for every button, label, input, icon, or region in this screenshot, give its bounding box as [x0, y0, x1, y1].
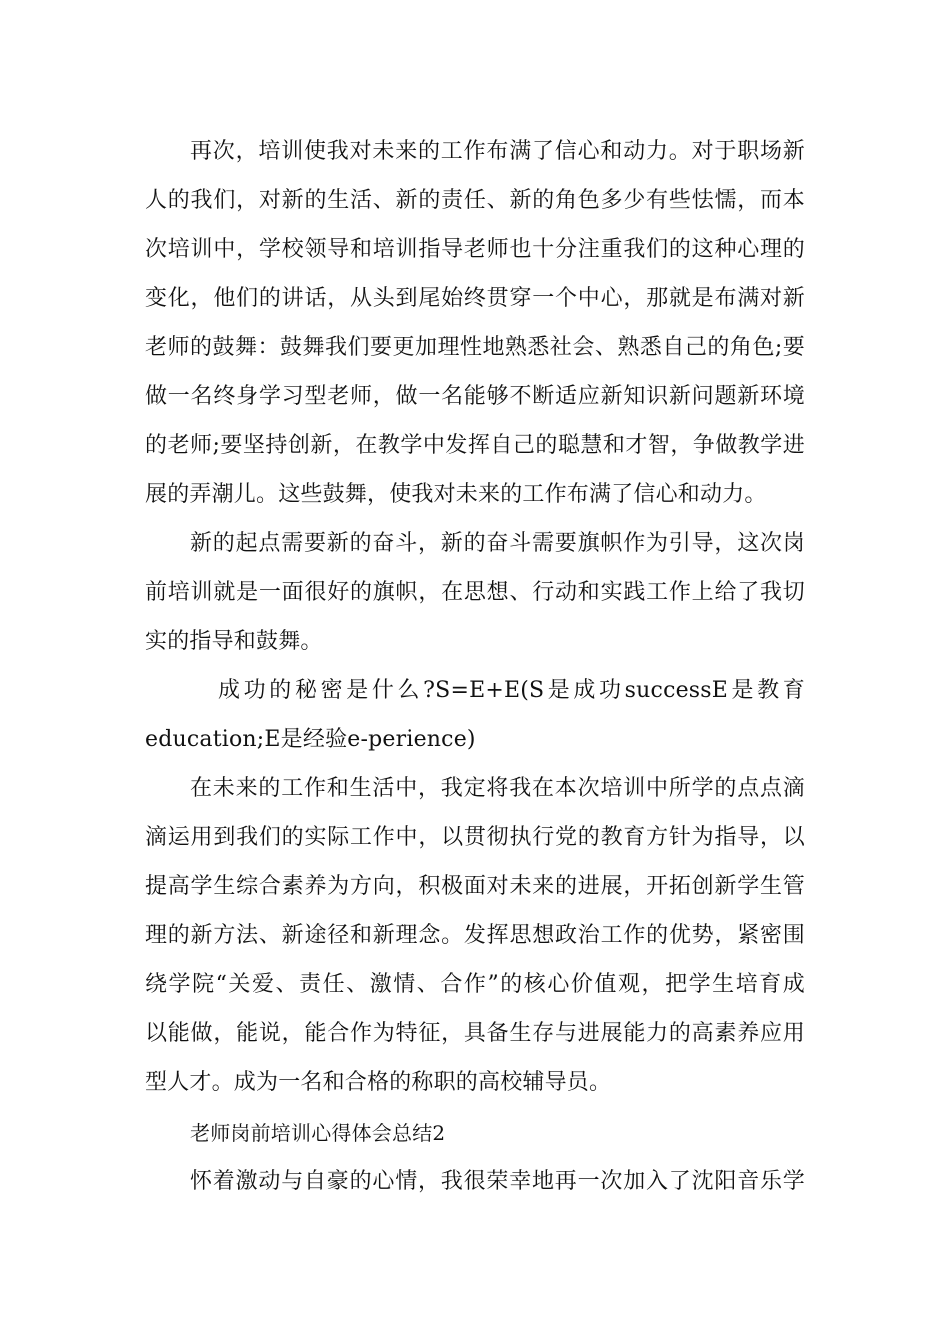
formula-line: education;E是经验e-perience)	[145, 727, 476, 752]
paragraph-line: 再次，培训使我对未来的工作布满了信心和动力。对于职场新	[190, 139, 805, 164]
paragraph-line: 在未来的工作和生活中，我定将我在本次培训中所学的点点滴	[190, 776, 805, 801]
paragraph-line: 做一名终身学习型老师，做一名能够不断适应新知识新问题新环境	[145, 384, 805, 409]
paragraph-line: 老师的鼓舞：鼓舞我们要更加理性地熟悉社会、熟悉自己的角色;要	[145, 335, 805, 360]
paragraph-line: 实的指导和鼓舞。	[145, 629, 323, 654]
section-heading: 老师岗前培训心得体会总结2	[190, 1121, 446, 1145]
paragraph-line: 怀着激动与自豪的心情，我很荣幸地再一次加入了沈阳音乐学	[190, 1169, 805, 1194]
paragraph-line: 绕学院“关爱、责任、激情、合作”的核心价值观，把学生培育成	[145, 972, 805, 997]
paragraph-line: 展的弄潮儿。这些鼓舞，使我对未来的工作布满了信心和动力。	[145, 482, 767, 507]
paragraph-line: 次培训中，学校领导和培训指导老师也十分注重我们的这种心理的	[145, 237, 805, 262]
paragraph-line: 前培训就是一面很好的旗帜，在思想、行动和实践工作上给了我切	[145, 580, 805, 605]
paragraph-line: 理的新方法、新途径和新理念。发挥思想政治工作的优势，紧密围	[145, 923, 805, 948]
paragraph-line: 人的我们，对新的生活、新的责任、新的角色多少有些怯懦，而本	[145, 188, 805, 213]
paragraph-line: 以能做，能说，能合作为特征，具备生存与进展能力的高素养应用	[145, 1021, 805, 1046]
paragraph-line: 变化，他们的讲话，从头到尾始终贯穿一个中心，那就是布满对新	[145, 286, 805, 311]
paragraph-line: 滴运用到我们的实际工作中，以贯彻执行党的教育方针为指导，以	[145, 825, 805, 850]
paragraph-line: 新的起点需要新的奋斗，新的奋斗需要旗帜作为引导，这次岗	[190, 531, 805, 556]
paragraph-line: 提高学生综合素养为方向，积极面对未来的进展，开拓创新学生管	[145, 874, 805, 899]
formula-line: 成功的秘密是什么?S=E+E(S是成功successE是教育	[218, 678, 805, 703]
paragraph-line: 型人才。成为一名和合格的称职的高校辅导员。	[145, 1070, 612, 1095]
paragraph-line: 的老师;要坚持创新，在教学中发挥自己的聪慧和才智，争做教学进	[145, 433, 805, 458]
